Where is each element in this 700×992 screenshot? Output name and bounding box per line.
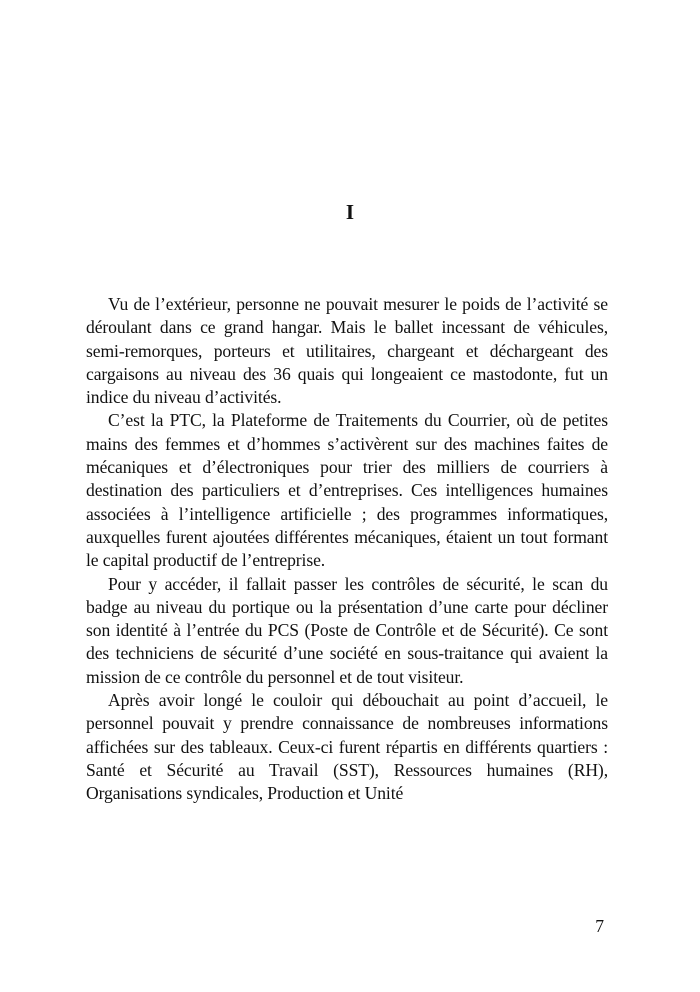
paragraph: Après avoir longé le couloir qui débouchait au point d’accueil, le personnel pouvait y prendre connaissance de nombreuses informations affichées sur des tableaux. Ceux-ci furent répartis en différents quartiers : Santé et Sécurité au Travail (SST), Ressources humaines (RH), Organisations syndicales, Production et Unité [86,690,608,804]
body-text [86,293,608,806]
paragraph: Vu de l’extérieur, personne ne pouvait mesurer le poids de l’activité se déroulant dans ce grand hangar. Mais le ballet incessant de véhicules, semi-remorques, porteurs et utilitaires, chargeant et déchargeant des cargaisons au niveau des 36 quais qui longeaient ce mastodonte, fut un indice du niveau d’activités. [86,294,608,408]
page-number: 7 [595,916,604,936]
chapter-heading: I [345,200,355,224]
paragraph: C’est la PTC, la Plateforme de Traitements du Courrier, où de petites mains des femmes et d’hommes s’activèrent sur des machines faites de mécaniques et d’électroniques pour trier des milliers de courriers à destination des particuliers et d’entreprises. Ces intelligences humaines associées à l’intelligence artificielle ; des programmes informatiques, auxquelles furent ajoutées différentes mécaniques, étaient un tout formant le capital productif de l’entreprise. [86,410,608,571]
paragraph: Pour y accéder, il fallait passer les contrôles de sécurité, le scan du badge au niveau du portique ou la présentation d’une carte pour décliner son identité à l’entrée du PCS (Poste de Contrôle et de Sécurité). Ce sont des techniciens de sécurité d’une société en sous-traitance qui avaient la mission de ce contrôle du personnel et de tout visiteur. [86,573,608,687]
